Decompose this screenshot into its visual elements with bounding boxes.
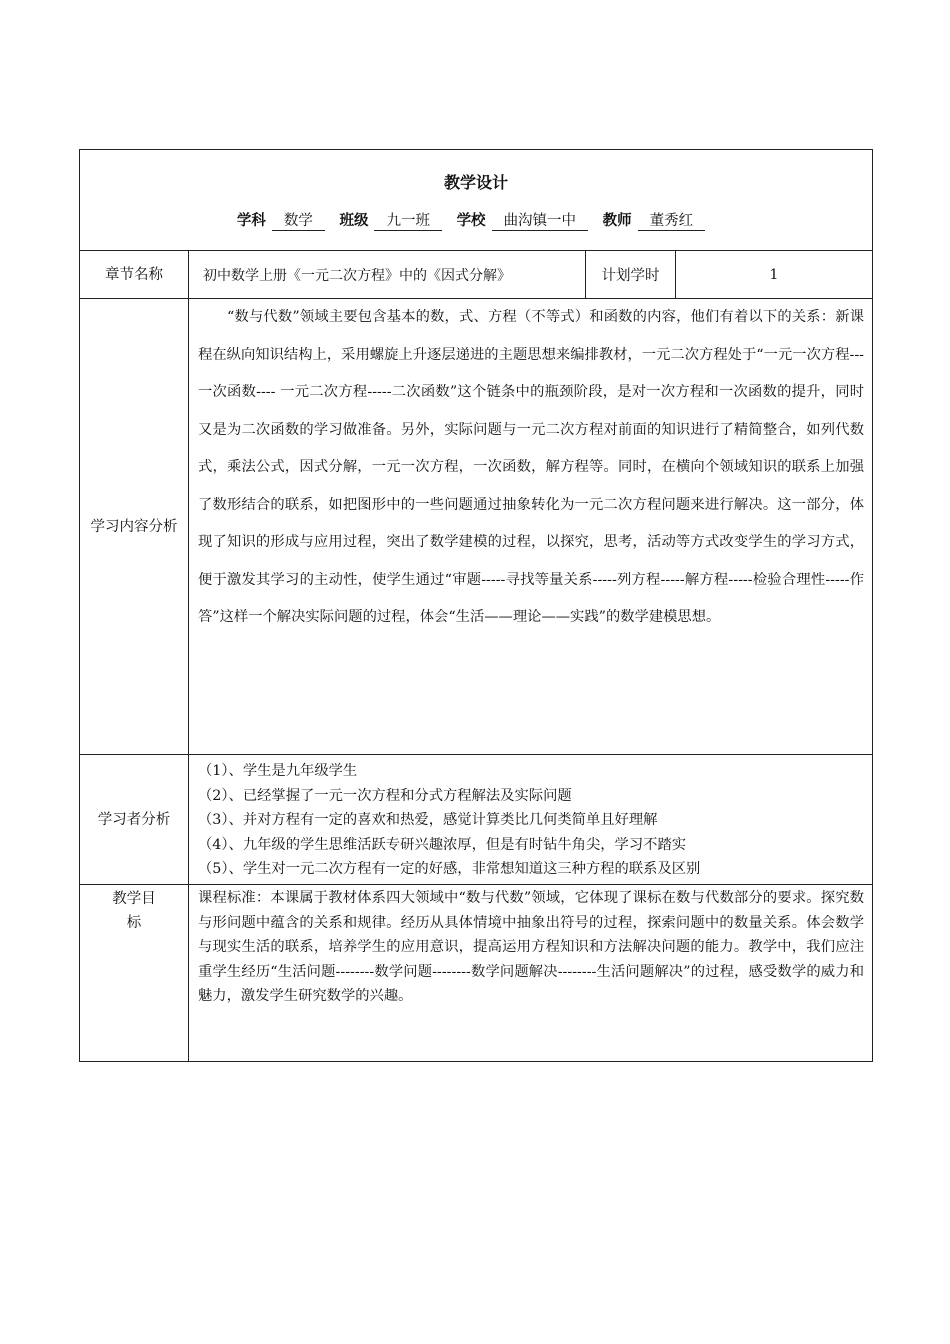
learner-analysis-row (80, 755, 873, 885)
lesson-design-table (79, 149, 873, 1062)
subject-label: 学科 (236, 212, 266, 229)
learner-analysis-label: 学习者分析 (80, 755, 189, 885)
chapter-value: 初中数学上册《一元二次方程》中的《因式分解》 (189, 251, 586, 299)
learner-analysis-list (189, 755, 873, 885)
teaching-goals-label (80, 885, 189, 1062)
plan-hours-label: 计划学时 (586, 251, 676, 299)
content-analysis-text-cell (189, 299, 873, 755)
content-analysis-label-text: 学习内容分析 (90, 518, 178, 535)
teaching-goals-label-text: 教学目标 (112, 891, 156, 931)
teaching-goals-text: 课程标准：本课属于教材体系四大领域中“数与代数”领域，它体现了课标在数与代数部分的要求。探究数与形问题中蕴含的关系和规律。经历从具体情境中抽象出符号的过程，探索问题中的数量关系。体会数学与现实生活的联系，培养学生的应用意识，提高运用方程知识和方法解决问题的能力。教学中，我们应注重学生经历“生活问题--------数学问题--------数学问题解决--------生活问题解决”的过程，感受数学的威力和魅力，激发学生研究数学的兴趣。 (189, 885, 873, 1062)
list-item: （2）、已经掌握了一元一次方程和分式方程解法及实际问题 (198, 787, 572, 804)
plan-hours-value: 1 (676, 251, 873, 299)
school-label: 学校 (456, 212, 486, 229)
teacher-value: 董秀红 (638, 212, 706, 231)
content-analysis-row (80, 299, 873, 755)
subject-value: 数学 (272, 212, 325, 231)
info-line (80, 209, 872, 233)
teacher-label: 教师 (602, 212, 632, 229)
content-analysis-label (80, 299, 189, 755)
class-value: 九一班 (374, 212, 442, 231)
teaching-goals-row (80, 885, 873, 1062)
header-cell (80, 150, 873, 251)
chapter-row (80, 251, 873, 299)
content-analysis-text: “数与代数”领域主要包含基本的数，式、方程（不等式）和函数的内容，他们有着以下的关系：新课程在纵向知识结构上，采用螺旋上升逐层递进的主题思想来编排教材，一元二次方程处于“一元一次方程--- 一次函数---- 一元二次方程-----二次函数”这个链条中的瓶颈阶段，是对一次方程和一次函数的提升，同时又是为二次函数的学习做准备。另外，实际问题与一元二次方程对前面的知识进行了精简整合，如列代数式，乘法公式，因式分解，一元一次方程，一次函数，解方程等。同时，在横向个领域知识的联系上加强了数形结合的联系，如把图形中的一些问题通过抽象转化为一元二次方程问题来进行解决。这一部分，体现了知识的形成与应用过程，突出了数学建模的过程，以探究，思考，活动等方式改变学生的学习方式，便于激发其学习的主动性，使学生通过“审题-----寻找等量关系-----列方程-----解方程-----检验合理性-----作答”这样一个解决实际问题的过程，体会“生活——理论——实践”的数学建模思想。 (198, 309, 865, 625)
school-value: 曲沟镇一中 (492, 212, 589, 231)
list-item: （1）、学生是九年级学生 (198, 763, 358, 779)
list-item: （5）、学生对一元二次方程有一定的好感，非常想知道这三种方程的联系及区别 (198, 861, 701, 877)
class-label: 班级 (339, 212, 369, 229)
chapter-label: 章节名称 (80, 251, 189, 299)
list-item: （4）、九年级的学生思维活跃专研兴趣浓厚，但是有时钻牛角尖，学习不踏实 (198, 836, 687, 853)
page-title: 教学设计 (444, 173, 509, 192)
list-item: （3）、并对方程有一定的喜欢和热爱，感觉计算类比几何类简单且好理解 (198, 812, 658, 828)
